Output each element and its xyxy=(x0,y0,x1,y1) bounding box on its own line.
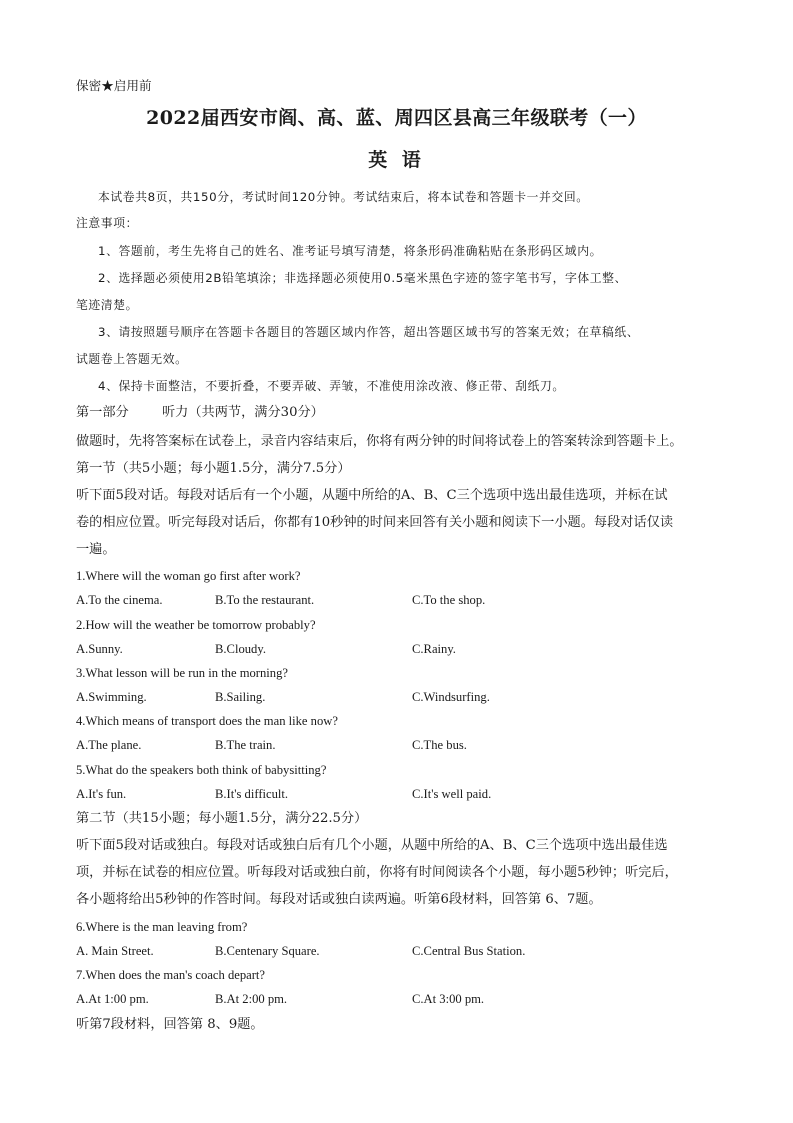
option-7b: B.At 2:00 pm. xyxy=(215,992,288,1006)
question-7: 7.When does the man's coach depart? xyxy=(76,968,265,982)
option-1a: A.To the cinema. xyxy=(76,593,163,607)
exam-intro: 本试卷共8页，共150分，考试时间120分钟。考试结束后，将本试卷和答题卡一并交回。 xyxy=(98,190,589,204)
section1-directions-2: 卷的相应位置。听完每段对话后，你都有10秒钟的时间来回答有关小题和阅读下一小题。每段对话仅读 xyxy=(76,515,674,530)
section1-heading: 第一节（共5小题；每小题1.5分，满分7.5分） xyxy=(76,461,351,476)
question-5: 5.What do the speakers both think of babysitting? xyxy=(76,763,327,777)
option-7a: A.At 1:00 pm. xyxy=(76,992,149,1006)
notice-4: 4、保持卡面整洁，不要折叠，不要弄破、弄皱，不准使用涂改液、修正带、刮纸刀。 xyxy=(98,379,565,393)
section1-directions-1: 听下面5段对话。每段对话后有一个小题，从题中所给的A、B、C三个选项中选出最佳选项，并标在试 xyxy=(76,488,668,503)
notice-1: 1、答题前，考生先将自己的姓名、准考证号填写清楚，将条形码准确粘贴在条形码区域内。 xyxy=(98,244,602,258)
question-1: 1.Where will the woman go first after work? xyxy=(76,569,301,583)
option-3b: B.Sailing. xyxy=(215,690,266,704)
section2-directions-2: 项，并标在试卷的相应位置。听每段对话或独白前，你将有时间阅读各个小题，每小题5秒钟；听完后， xyxy=(76,865,678,880)
question-2: 2.How will the weather be tomorrow probably? xyxy=(76,618,316,632)
notice-3-cont: 试题卷上答题无效。 xyxy=(76,352,188,366)
part1-instruction: 做题时，先将答案标在试卷上，录音内容结束后，你将有两分钟的时间将试卷上的答案转涂到答题卡上。 xyxy=(76,434,683,449)
option-5c: C.It's well paid. xyxy=(412,787,492,801)
part1-title: 听力（共两节，满分30分） xyxy=(162,405,324,420)
section2-directions-3: 各小题将给出5秒钟的作答时间。每段对话或独白读两遍。听第6段材料，回答第 6、7题。 xyxy=(76,892,602,907)
option-5a: A.It's fun. xyxy=(76,787,127,801)
section2-next-material: 听第7段材料，回答第 8、9题。 xyxy=(76,1017,264,1032)
section2-directions-1: 听下面5段对话或独白。每段对话或独白后有几个小题，从题中所给的A、B、C三个选项中选出最佳选 xyxy=(76,838,668,853)
exam-title: 2022届西安市阎、高、蓝、周四区县高三年级联考（一） xyxy=(146,107,647,129)
option-6a: A. Main Street. xyxy=(76,944,154,958)
question-3: 3.What lesson will be run in the morning? xyxy=(76,666,288,680)
option-6c: C.Central Bus Station. xyxy=(412,944,526,958)
option-4a: A.The plane. xyxy=(76,738,142,752)
question-6: 6.Where is the man leaving from? xyxy=(76,920,248,934)
option-3a: A.Swimming. xyxy=(76,690,147,704)
section1-directions-3: 一遍。 xyxy=(76,542,116,557)
notice-2: 2、选择题必须使用2B铅笔填涂；非选择题必须使用0.5毫米黑色字迹的签字笔书写，字体工整、 xyxy=(98,271,627,285)
subject-title: 英 语 xyxy=(368,149,425,171)
part1-label: 第一部分 xyxy=(76,405,129,420)
option-3c: C.Windsurfing. xyxy=(412,690,490,704)
option-2b: B.Cloudy. xyxy=(215,642,266,656)
option-2a: A.Sunny. xyxy=(76,642,123,656)
section2-heading: 第二节（共15小题；每小题1.5分，满分22.5分） xyxy=(76,811,368,826)
question-4: 4.Which means of transport does the man like now? xyxy=(76,714,338,728)
option-5b: B.It's difficult. xyxy=(215,787,289,801)
notice-3: 3、请按照题号顺序在答题卡各题目的答题区域内作答，超出答题区域书写的答案无效；在草稿纸、 xyxy=(98,325,640,339)
option-7c: C.At 3:00 pm. xyxy=(412,992,485,1006)
option-6b: B.Centenary Square. xyxy=(215,944,320,958)
confidential-label: 保密★启用前 xyxy=(76,78,152,93)
notice-2-cont: 笔迹清楚。 xyxy=(76,298,138,312)
option-2c: C.Rainy. xyxy=(412,642,456,656)
option-1c: C.To the shop. xyxy=(412,593,486,607)
notice-heading: 注意事项： xyxy=(76,216,138,230)
option-4c: C.The bus. xyxy=(412,738,467,752)
option-4b: B.The train. xyxy=(215,738,276,752)
option-1b: B.To the restaurant. xyxy=(215,593,315,607)
